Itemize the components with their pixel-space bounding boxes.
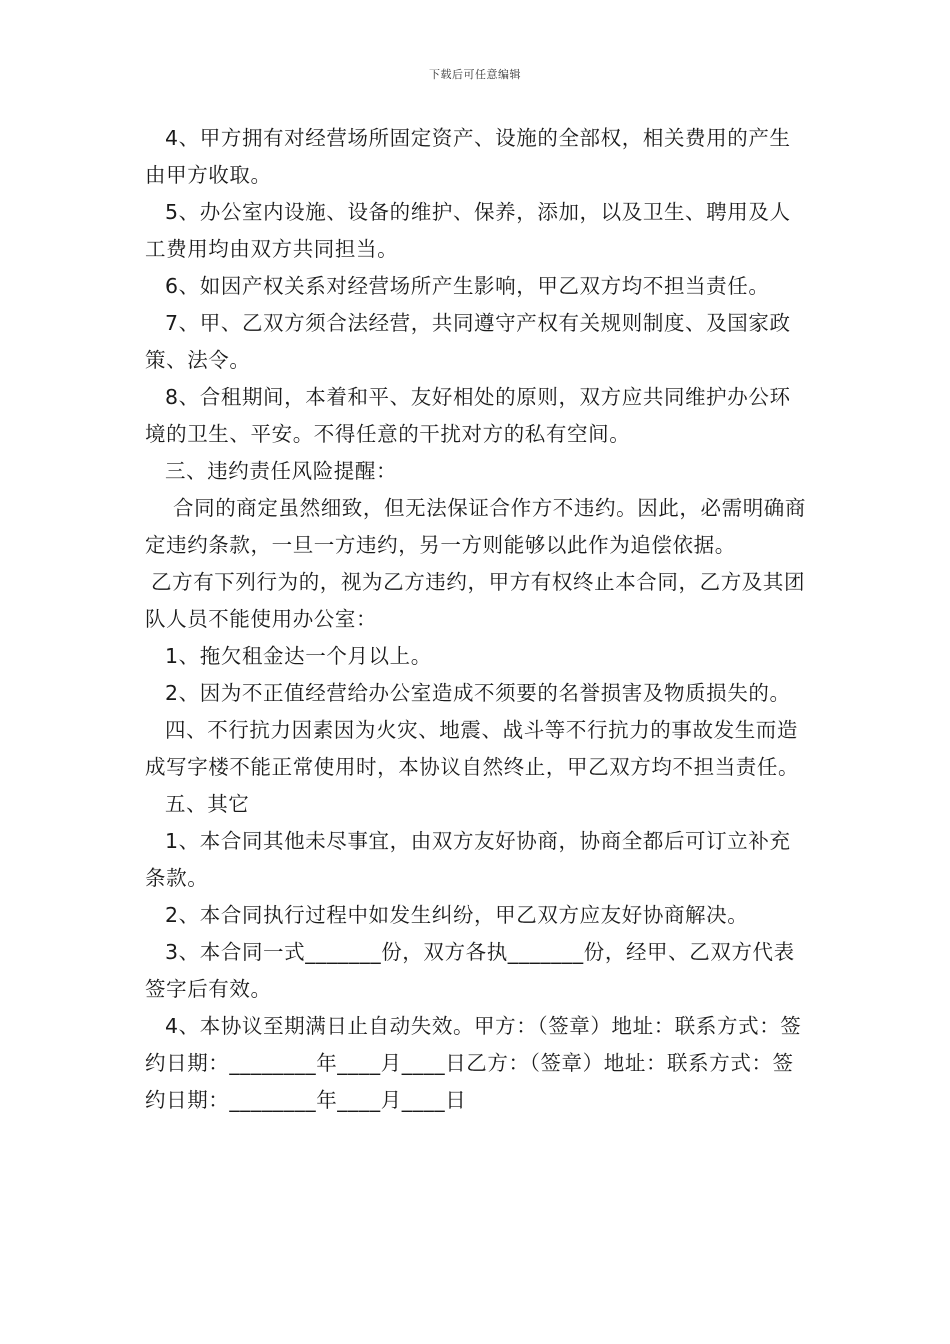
contract-body [145,120,810,1119]
breach-item-1: 1、拖欠租金达一个月以上。 [165,644,432,668]
clause-7-legal-operation: 7、甲、乙双方须合法经营，共同遵守产权有关规则制度、及国家政策、法令。 [145,311,791,372]
clause-6-property-rights: 6、如因产权关系对经营场所产生影响，甲乙双方均不担当责任。 [165,274,770,298]
section-3-heading: 三、违约责任风险提醒： [165,459,398,483]
section-3-intro: 合同的商定虽然细致，但无法保证合作方不违约。因此，必需明确商定违约条款，一旦一方违约，另一方则能够以此作为追偿依据。 [145,496,806,557]
other-item-4-signatures: 4、本协议至期满日止自动失效。甲方：（签章）地址：联系方式：签约日期：________年____月____日乙方：（签章）地址：联系方式：签约日期：________年____月____日 [145,1014,802,1112]
other-item-1: 1、本合同其他未尽事宜，由双方友好协商，协商全都后可订立补充条款。 [145,829,791,890]
other-item-3: 3、本合同一式_______份，双方各执_______份，经甲、乙双方代表签字后有效。 [145,940,795,1001]
breach-item-2: 2、因为不正值经营给办公室造成不须要的名誉损害及物质损失的。 [165,681,791,705]
section-3-breach-conditions: 乙方有下列行为的，视为乙方违约，甲方有权终止本合同，乙方及其团队人员不能使用办公室： [145,570,806,631]
clause-4-assets: 4、甲方拥有对经营场所固定资产、设施的全部权，相关费用的产生由甲方收取。 [145,126,791,187]
clause-8-shared-environment: 8、合租期间，本着和平、友好相处的原则，双方应共同维护办公环境的卫生、平安。不得任意的干扰对方的私有空间。 [145,385,791,446]
other-item-2: 2、本合同执行过程中如发生纠纷，甲乙双方应友好协商解决。 [165,903,749,927]
section-4-force-majeure: 四、不行抗力因素因为火灾、地震、战斗等不行抗力的事故发生而造成写字楼不能正常使用时，本协议自然终止，甲乙双方均不担当责任。 [145,718,800,779]
header-note: 下载后可任意编辑 [429,68,521,81]
clause-5-maintenance: 5、办公室内设施、设备的维护、保养，添加，以及卫生、聘用及人工费用均由双方共同担当。 [145,200,791,261]
section-5-heading: 五、其它 [165,792,250,816]
